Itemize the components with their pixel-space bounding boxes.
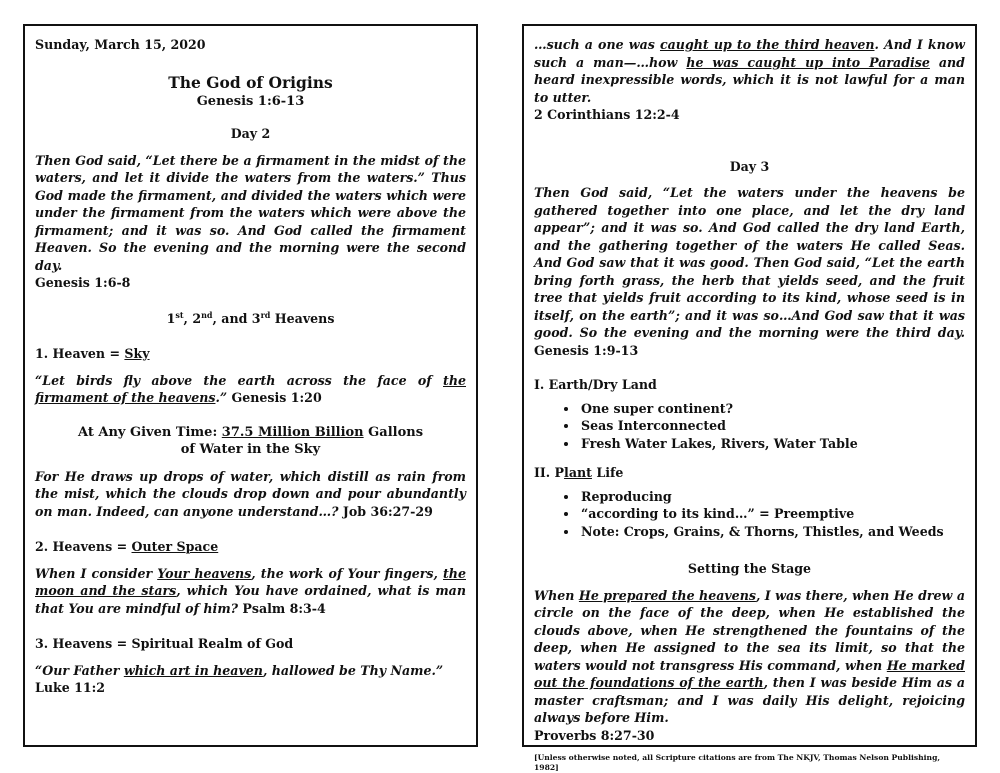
day3-passage: Then God said, “Let the waters under the heavens be gathered together into one place, and let the dry land appear”; and it was so. And God called the dry land Earth, and the gathering together of the waters He called Seas. And God saw that it was good. Then God said, “Let the earth bring forth grass, the herb that yields seed, and the fruit tree that yields fruit according to its kind, whose seed is in itself, on the earth”; and it was so…And God saw that it was good. So the evening and the morning were the third day. Genesis 1:9-13 <box>534 185 965 358</box>
corinthians-quote: …such a one was caught up to the third heaven. And I know such a man—…how he was caught up into Paradise and heard inexpressible words, which it is not lawful for a man to utter. <box>534 37 965 105</box>
heaven1-heading: 1. Heaven = Sky <box>35 346 150 361</box>
stage-heading: Setting the Stage <box>687 561 812 576</box>
day2-heading: Day 2 <box>230 126 271 141</box>
job-quote: For He draws up drops of water, which distill as rain from the mist, which the clouds drop down and pour abundantly on man. Indeed, can anyone understand…? Job 36:27-29 <box>35 468 466 519</box>
earth-list <box>534 400 965 453</box>
corinthians-reference: 2 Corinthians 12:2-4 <box>534 107 680 122</box>
day2-passage: Then God said, “Let there be a firmament in the midst of the waters, and let it divide the waters from the waters.” Thus God made the firmament, and divided the waters which were under the firmament from the waters which were above the firmament; and it was so. And God called the firmament Heaven. So the evening and the morning were the second day. <box>35 152 466 273</box>
luke-quote: “Our Father which art in heaven, hallowed be Thy Name.” <box>35 662 444 678</box>
psalm-quote: When I consider Your heavens, the work of Your fingers, the moon and the stars, which You have ordained, what is man that You are mindful of him? Psalm 8:3-4 <box>35 565 466 616</box>
heaven3-heading: 3. Heavens = Spiritual Realm of God <box>35 636 294 651</box>
section-plant-heading: II. Plant Life <box>534 465 624 480</box>
list-item: • One super continent? <box>579 400 965 418</box>
list-item: • Fresh Water Lakes, Rivers, Water Table <box>579 435 965 453</box>
list-item: • Seas Interconnected <box>579 417 965 435</box>
date-line: Sunday, March 15, 2020 <box>35 37 206 52</box>
day3-heading: Day 3 <box>729 158 770 174</box>
heavens-heading: 1st, 2nd, and 3rd Heavens <box>166 309 335 326</box>
list-item: • Note: Crops, Grains, & Thorns, Thistles, and Weeds <box>579 523 965 541</box>
list-item: • “according to its kind…” = Preemptive <box>579 505 965 523</box>
footnote: [Unless otherwise noted, all Scripture citations are from The NKJV, Thomas Nelson Publishing, 1982] <box>534 753 941 772</box>
page-subtitle: Genesis 1:6-13 <box>196 93 305 109</box>
plant-list <box>534 488 965 541</box>
heaven1-quote: “Let birds fly above the earth across the face of the firmament of the heavens.” Genesis 1:20 <box>35 372 466 405</box>
list-item: • Reproducing <box>579 488 965 506</box>
section-earth-heading: I. Earth/Dry Land <box>534 377 657 392</box>
proverbs-quote: When He prepared the heavens, I was there, when He drew a circle on the face of the deep, when He established the clouds above, when He strengthened the fountains of the deep, when He assigned to the sea its limit, so that the waters would not transgress His command, when He marked out the foundations of the earth, then I was beside Him as a master craftsman; and I was daily His delight, rejoicing always before Him. <box>534 587 965 725</box>
left-page <box>23 24 478 747</box>
day2-reference: Genesis 1:6-8 <box>35 275 131 290</box>
right-page <box>522 24 977 772</box>
luke-reference: Luke 11:2 <box>35 680 106 695</box>
heaven2-heading: 2. Heavens = Outer Space <box>35 539 219 554</box>
proverbs-reference: Proverbs 8:27-30 <box>534 727 655 743</box>
page-title: The God of Origins <box>168 72 333 92</box>
water-fact: At Any Given Time: 37.5 Million Billion Gallons of Water in the Sky <box>77 424 424 457</box>
